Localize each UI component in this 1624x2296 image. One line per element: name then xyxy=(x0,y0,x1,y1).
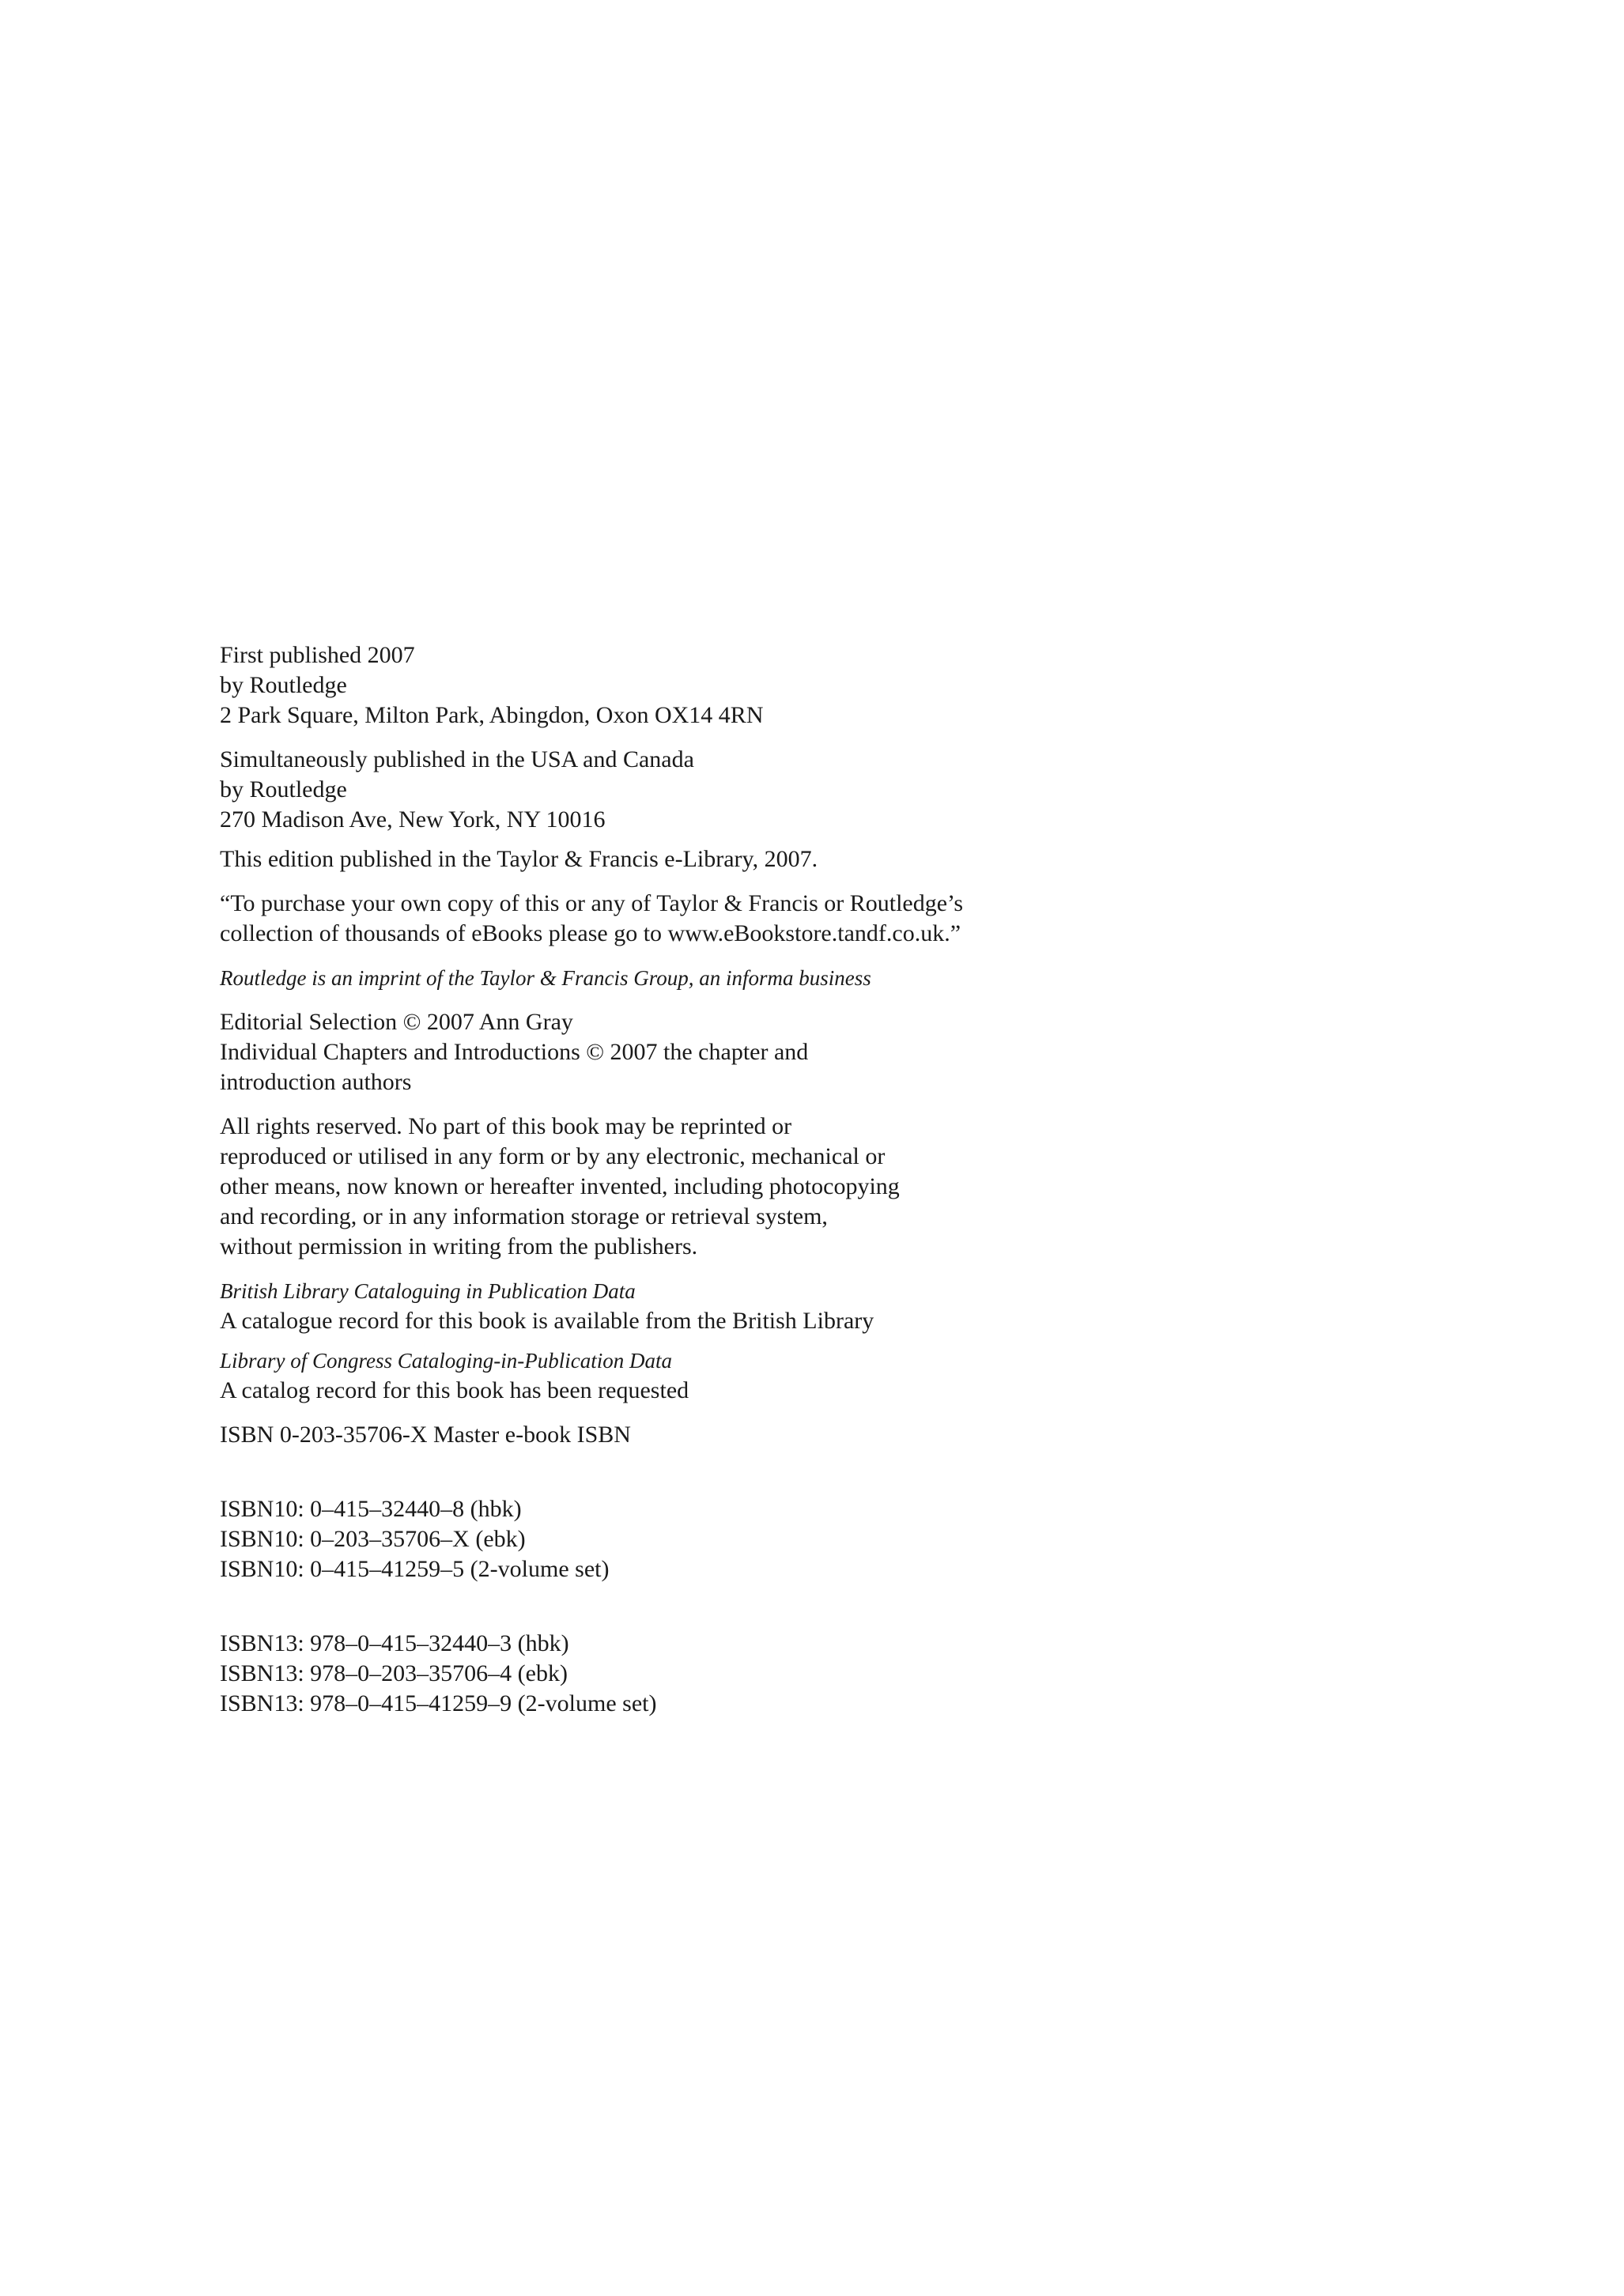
copyright-line: Individual Chapters and Introductions © 2007 the chapter and xyxy=(220,1039,809,1065)
us-address-line: 270 Madison Ave, New York, NY 10016 xyxy=(220,806,606,833)
rights-block xyxy=(220,1112,1090,1262)
uk-address-line: 2 Park Square, Milton Park, Abingdon, Oxon OX14 4RN xyxy=(220,702,764,728)
imprint-note xyxy=(220,963,1090,993)
copyright-block xyxy=(220,1007,1090,1097)
rights-line: All rights reserved. No part of this book may be reprinted or xyxy=(220,1113,792,1139)
isbn13-block xyxy=(220,1629,1090,1719)
rights-line: without permission in writing from the publishers. xyxy=(220,1233,698,1259)
master-isbn-line: ISBN 0-203-35706-X Master e-book ISBN xyxy=(220,1422,631,1448)
first-published-line: First published 2007 xyxy=(220,642,415,668)
copyright-line: Editorial Selection © 2007 Ann Gray xyxy=(220,1009,573,1035)
library-of-congress-text: A catalog record for this book has been requested xyxy=(220,1377,689,1403)
rights-line: reproduced or utilised in any form or by any electronic, mechanical or xyxy=(220,1143,886,1169)
copyright-line: introduction authors xyxy=(220,1069,412,1095)
british-library-heading: British Library Cataloguing in Publication Data xyxy=(220,1279,636,1303)
library-of-congress-heading: Library of Congress Cataloging-in-Publication Data xyxy=(220,1349,673,1373)
british-library-block xyxy=(220,1276,1090,1336)
publisher-line: by Routledge xyxy=(220,672,347,698)
rights-line: and recording, or in any information storage or retrieval system, xyxy=(220,1203,828,1229)
isbn13-line: ISBN13: 978–0–415–41259–9 (2-volume set) xyxy=(220,1690,657,1716)
british-library-text: A catalogue record for this book is available from the British Library xyxy=(220,1308,874,1334)
purchase-note xyxy=(220,889,1090,949)
imprint-note-line: Routledge is an imprint of the Taylor & Francis Group, an informa business xyxy=(220,966,871,990)
isbn10-line: ISBN10: 0–203–35706–X (ebk) xyxy=(220,1526,526,1552)
edition-line: This edition published in the Taylor & Francis e-Library, 2007. xyxy=(220,846,818,872)
library-of-congress-block xyxy=(220,1346,1090,1406)
imprint-block xyxy=(220,640,1090,1719)
isbn13-line: ISBN13: 978–0–203–35706–4 (ebk) xyxy=(220,1660,568,1686)
isbn10-block xyxy=(220,1494,1090,1584)
first-published-block xyxy=(220,640,1090,731)
rights-line: other means, now known or hereafter invented, including photocopying xyxy=(220,1173,900,1199)
simultaneous-publication-line: Simultaneously published in the USA and Canada xyxy=(220,746,694,772)
usa-canada-block xyxy=(220,745,1090,835)
master-isbn-block xyxy=(220,1420,1090,1450)
edition-note xyxy=(220,844,1090,874)
isbn13-line: ISBN13: 978–0–415–32440–3 (hbk) xyxy=(220,1630,569,1656)
isbn10-line: ISBN10: 0–415–41259–5 (2-volume set) xyxy=(220,1556,610,1582)
purchase-line: “To purchase your own copy of this or any of Taylor & Francis or Routledge’s xyxy=(220,890,964,916)
isbn10-line: ISBN10: 0–415–32440–8 (hbk) xyxy=(220,1496,522,1522)
purchase-line: collection of thousands of eBooks please go to www.eBookstore.tandf.co.uk.” xyxy=(220,920,961,946)
publisher-line: by Routledge xyxy=(220,776,347,802)
